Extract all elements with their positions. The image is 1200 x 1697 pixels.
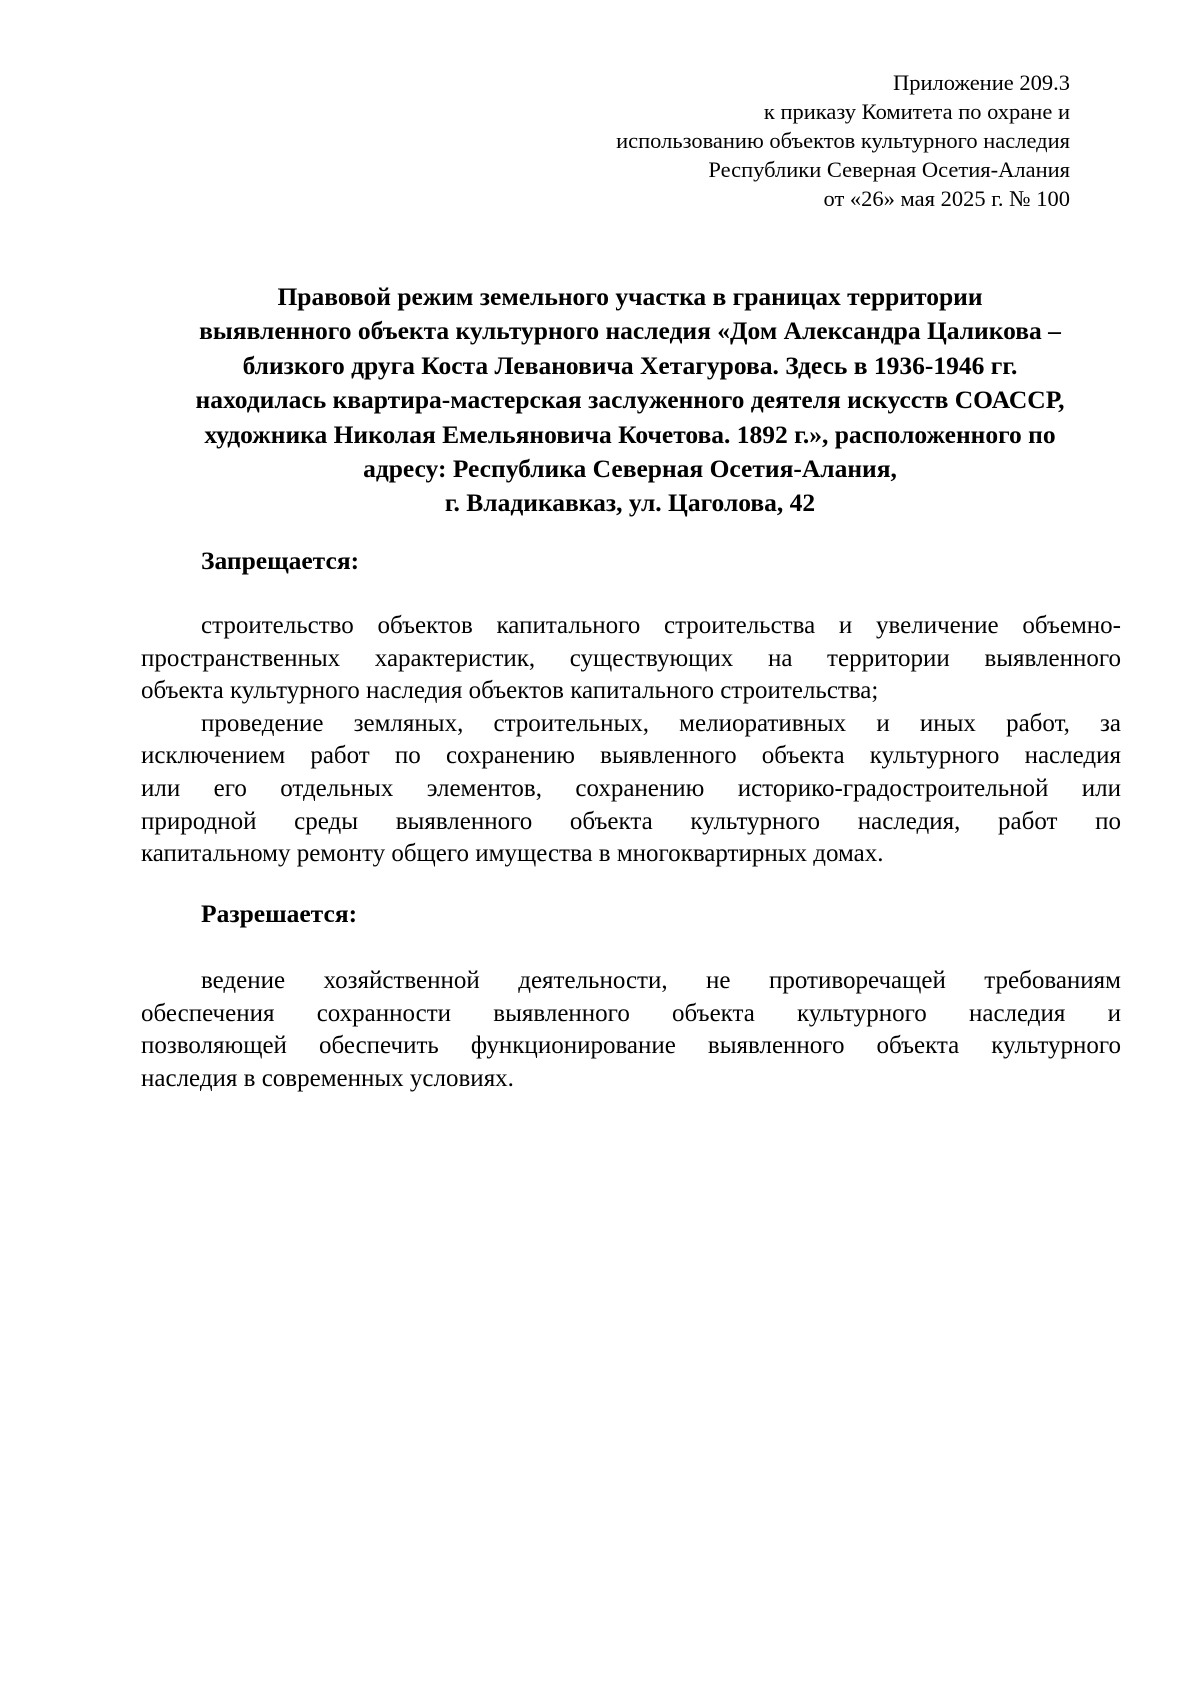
text-line: объекта культурного наследия объектов капитального строительства; (141, 677, 879, 705)
permitted-text (141, 965, 1121, 1095)
text-line: капитальному ремонту общего имущества в многоквартирных домах. (141, 840, 884, 868)
text-line: проведение земляных, строительных, мелиоративных и иных работ, за (201, 709, 1121, 737)
title-line: находилась квартира-мастерская заслуженного деятеля искусств СОАССР, (195, 385, 1065, 415)
text-line: ведение хозяйственной деятельности, не противоречащей требованиям (201, 967, 1121, 994)
text-line: строительство объектов капитального строительства и увеличение объемно- (201, 612, 1121, 639)
text-line: или его отдельных элементов, сохранению историко-градостроительной или (141, 774, 1121, 802)
appendix-line: от «26» мая 2025 г. № 100 (823, 186, 1070, 211)
title-line: г. Владикавказ, ул. Цаголова, 42 (444, 488, 816, 518)
appendix-header (430, 68, 1070, 213)
text-line: исключением работ по сохранению выявленного объекта культурного наследия (141, 742, 1121, 770)
text-line: пространственных характеристик, существующих на территории выявленного (141, 644, 1121, 672)
appendix-line: Республики Северная Осетия-Алания (708, 157, 1070, 182)
text-line: природной среды выявленного объекта культурного наследия, работ по (141, 807, 1121, 835)
text-line: наследия в современных условиях. (141, 1064, 514, 1092)
title-line: адресу: Республика Северная Осетия-Алания, (363, 454, 897, 484)
title-line: выявленного объекта культурного наследия «Дом Александра Цаликова – (199, 316, 1061, 346)
permitted-heading: Разрешается: (201, 899, 358, 928)
appendix-line: Приложение 209.3 (892, 70, 1070, 95)
title-line: близкого друга Коста Левановича Хетагурова. Здесь в 1936-1946 гг. (242, 350, 1018, 380)
prohibited-heading: Запрещается: (201, 546, 360, 575)
title-line: Правовой режим земельного участка в границах территории (277, 282, 983, 311)
appendix-line: к приказу Комитета по охране и (763, 99, 1070, 124)
document-title (140, 280, 1120, 521)
text-line: обеспечения сохранности выявленного объекта культурного наследия и (141, 999, 1121, 1027)
text-line: позволяющей обеспечить функционирование выявленного объекта культурного (141, 1032, 1121, 1060)
appendix-line: использованию объектов культурного наследия (616, 128, 1070, 153)
title-line: художника Николая Емельяновича Кочетова. 1892 г.», расположенного по (204, 419, 1056, 449)
prohibited-text (141, 610, 1121, 871)
